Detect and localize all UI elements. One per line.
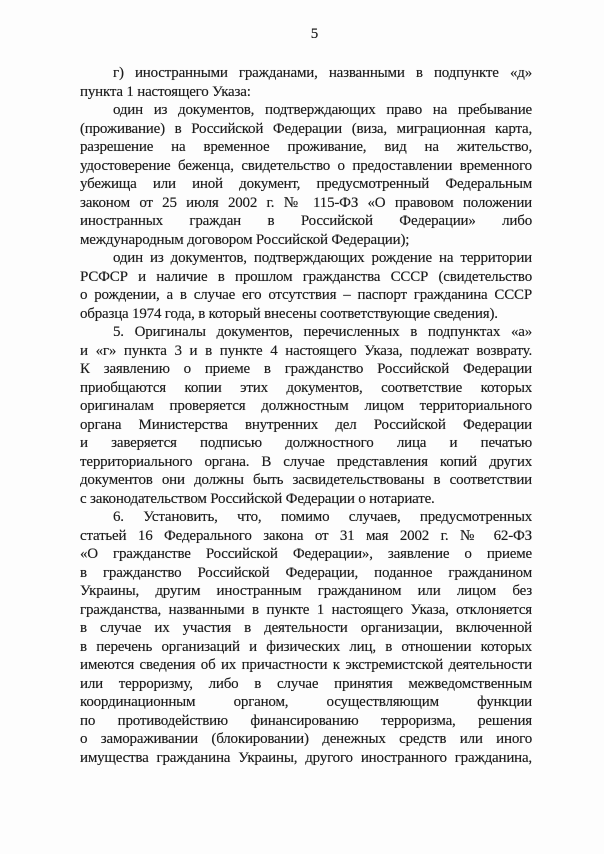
text-line: удостоверение беженца, свидетельство о предоставлении временного: [80, 157, 532, 174]
text-line: международным договором Российской Федерации);: [80, 231, 410, 248]
page-number: 5: [310, 26, 319, 42]
text-line: 6. Установить, что, помимо случаев, предусмотренных: [113, 509, 532, 525]
text-line: один из документов, подтверждающих рождение на территории: [113, 250, 532, 266]
text-line: иностранных граждан в Российской Федерации» либо: [80, 213, 532, 229]
text-line: гражданства, названными в пункте 1 настоящего Указа, отклоняется: [80, 601, 532, 618]
text-line: «О гражданстве Российской Федерации», заявление о приеме: [80, 546, 532, 562]
text-line: оригиналам проверяется должностным лицом территориального: [80, 398, 532, 414]
text-line: образца 1974 года, в который внесены соответствующие сведения).: [80, 305, 498, 322]
text-line: К заявлению о приеме в гражданство Российской Федерации: [80, 361, 532, 377]
text-line: (проживание) в Российской Федерации (виза, миграционная карта,: [80, 120, 532, 137]
paragraph-item-6-rejection: [80, 508, 532, 767]
paragraph-item-5-originals: [80, 323, 532, 508]
text-line: о рождении, а в случае его отсутствия – паспорт гражданина СССР: [80, 287, 532, 303]
text-line: 5. Оригиналы документов, перечисленных в подпунктах «а»: [113, 324, 532, 340]
text-line: и «г» пункта 3 и в пункте 4 настоящего Указа, подлежат возврату.: [80, 342, 532, 359]
text-line: один из документов, подтверждающих право на пребывание: [113, 102, 532, 118]
text-line: приобщаются копии этих документов, соответствие которых: [80, 379, 532, 396]
text-line: РСФСР и наличие в прошлом гражданства СССР (свидетельство: [80, 268, 532, 285]
paragraph-birth-documents: [80, 249, 532, 323]
text-line: территориального органа. В случае представления копий других: [80, 453, 532, 470]
text-line: о замораживании (блокировании) денежных средств или иного: [80, 731, 532, 747]
document-text: [80, 64, 532, 767]
text-line: в перечень организаций и физических лиц, в отношении которых: [80, 638, 532, 655]
text-line: или терроризму, либо в случае принятия межведомственным: [80, 675, 532, 692]
text-line: Украины, другим иностранным гражданином или лицом без: [80, 583, 532, 599]
text-line: органа Министерства внутренних дел Российской Федерации: [80, 416, 532, 433]
text-line: в случае их участия в деятельности организации, включенной: [80, 620, 532, 636]
text-line: с законодательством Российской Федерации о нотариате.: [80, 490, 435, 507]
paragraph-residence-documents: [80, 101, 532, 249]
text-line: документов они должны быть засвидетельствованы в соответствии: [80, 472, 532, 488]
text-line: в гражданство Российской Федерации, поданное гражданином: [80, 564, 532, 581]
text-line: статьей 16 Федерального закона от 31 мая 2002 г. № 62-ФЗ: [80, 527, 532, 544]
paragraph-subitem-g: [80, 64, 532, 101]
text-line: имеются сведения об их причастности к экстремистской деятельности: [80, 657, 532, 673]
text-line: пункта 1 настоящего Указа:: [80, 83, 251, 100]
text-line: убежища или иной документ, предусмотренный Федеральным: [80, 176, 532, 192]
text-line: и заверяется подписью должностного лица и печатью: [80, 435, 532, 451]
text-line: координационным органом, осуществляющим функции: [80, 694, 532, 710]
text-line: имущества гражданина Украины, другого иностранного гражданина,: [80, 749, 532, 766]
text-line: г) иностранными гражданами, названными в подпункте «д»: [113, 65, 532, 81]
text-line: законом от 25 июля 2002 г. № 115-ФЗ «О правовом положении: [80, 194, 532, 211]
text-line: по противодействию финансированию терроризма, решения: [80, 712, 532, 729]
text-line: разрешение на временное проживание, вид на жительство,: [80, 139, 532, 155]
